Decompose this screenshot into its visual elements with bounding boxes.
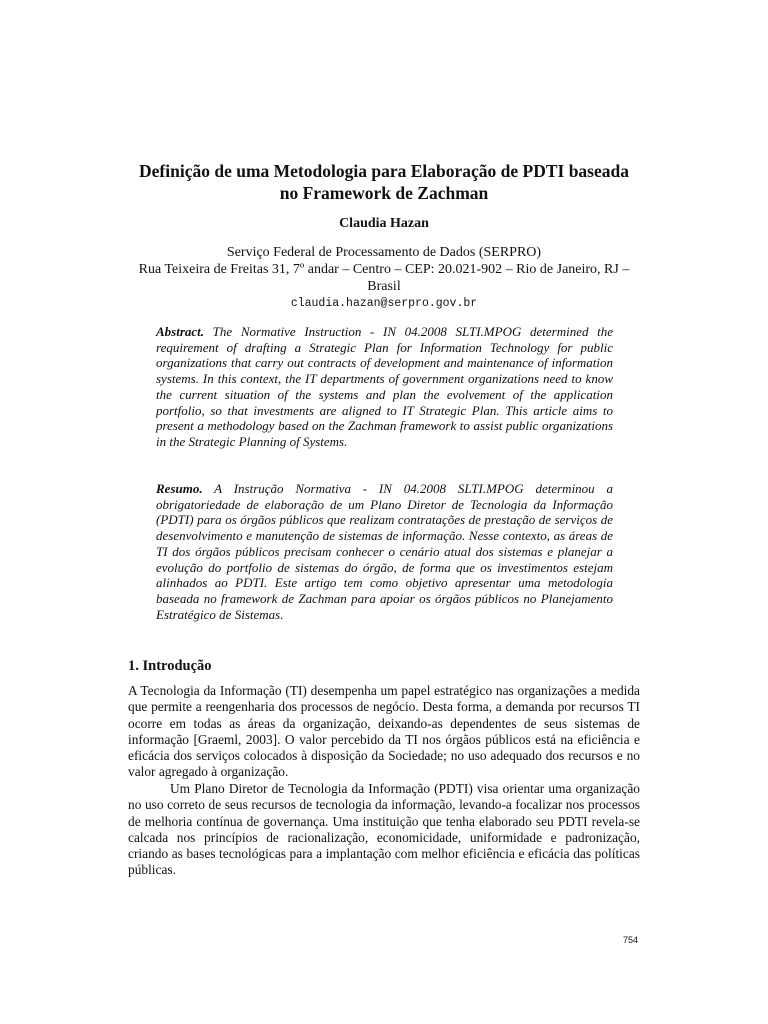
section-heading-introduction: 1. Introdução [128,658,212,674]
author-affiliation [128,244,640,295]
body-paragraph: A Tecnologia da Informação (TI) desempenha um papel estratégico nas organizações a medida que permite a reengenharia dos processos de negócio. Desta forma, a demanda por recursos TI ocorre em todas as áreas da organização, deixando-as dependentes de seus sistemas de informação [Graeml, 2003]. O valor percebido da TI nos órgãos públicos está na eficiência e eficácia dos serviços colocados à disposição da Sociedade; no uso adequado dos recursos e no valor agregado à organização. [128,683,640,780]
page-number: 754 [622,935,638,945]
author-email: claudia.hazan@serpro.gov.br [290,297,478,310]
resumo-text: A Instrução Normativa - IN 04.2008 SLTI.MPOG determinou a obrigatoriedade de elaboração de um Plano Diretor de Tecnologia da Informação (PDTI) para os órgãos públicos que realizam contratações de prestação de serviços de desenvolvimento e manutenção de sistemas de informação. Nesse contexto, as áreas de TI dos órgãos públicos precisam conhecer o cenário atual dos sistemas e planejar a evolução do portfolio de sistemas do órgão, de forma que os investimentos estejam alinhados ao PDTI. Este artigo tem como objetivo apresentar uma metodologia baseada no framework de Zachman para apoiar os órgãos públicos no Planejamento Estratégico de Sistemas. [156,481,613,622]
body-paragraph: Um Plano Diretor de Tecnologia da Informação (PDTI) visa orientar uma organização no uso correto de seus recursos de tecnologia da informação, levando-a focalizar nos processos de melhoria contínua de governança. Uma instituição que tenha elaborado seu PDTI revela-se calcada nos princípios de racionalização, economicidade, uniformidade e padronização, criando as bases tecnológicas para a implantação com melhor eficiência e eficácia das políticas públicas. [128,781,640,878]
paper-title: Definição de uma Metodologia para Elaboração de PDTI baseada no Framework de Zachman [139,161,629,203]
author-name: Claudia Hazan [339,216,429,231]
affiliation-organization: Serviço Federal de Processamento de Dados (SERPRO) [226,245,542,260]
abstract-portuguese [156,481,613,622]
abstract-text: The Normative Instruction - IN 04.2008 SLTI.MPOG determined the requirement of drafting a Strategic Plan for Information Technology for public organizations that carry out contracts of development and maintenance of information systems. In this context, the IT departments of government organizations need to know the current situation of the systems and plan the evolvement of the application portfolio, so that investments are aligned to IT Strategic Plan. This article aims to present a methodology based on the Zachman framework to assist public organizations in the Strategic Planning of Systems. [156,324,613,449]
abstract-label: Abstract. [156,324,205,339]
affiliation-address: Rua Teixeira de Freitas 31, 7º andar – Centro – CEP: 20.021-902 – Rio de Janeiro, RJ – Brasil [138,262,630,294]
abstract-english [156,324,613,450]
resumo-label: Resumo. [156,481,203,496]
